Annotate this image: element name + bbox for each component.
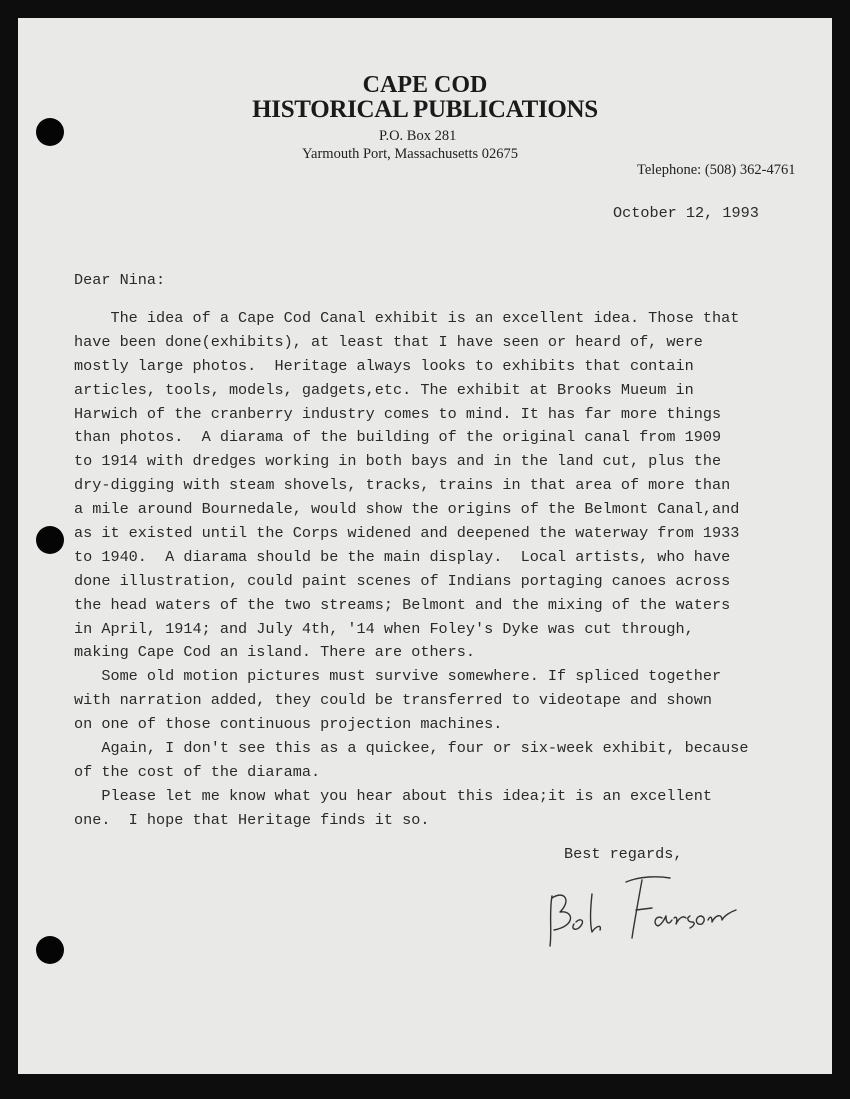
letter-date: October 12, 1993: [613, 204, 759, 222]
letter-body-line: of the cost of the diarama.: [74, 762, 321, 781]
letterhead-org-line1: CAPE COD: [362, 72, 488, 98]
punch-hole-middle: [36, 526, 64, 554]
letter-body-line: articles, tools, models, gadgets,etc. The exhibit at Brooks Mueum in: [74, 380, 694, 399]
letterhead-po-box: P.O. Box 281: [379, 128, 457, 144]
letter-body-line: done illustration, could paint scenes of Indians portaging canoes across: [74, 571, 731, 590]
letter-closing: Best regards,: [564, 845, 683, 863]
letterhead-city: Yarmouth Port, Massachusetts 02675: [302, 146, 519, 162]
letter-body-line: than photos. A diarama of the building of the original canal from 1909: [74, 428, 722, 447]
letter-body-line: The idea of a Cape Cod Canal exhibit is an excellent idea. Those that: [74, 309, 740, 327]
letter-body-line: one. I hope that Heritage finds it so.: [74, 810, 430, 829]
letter-body-line: have been done(exhibits), at least that I have seen or heard of, were: [74, 332, 703, 351]
letter-body-line: dry-digging with steam shovels, tracks, trains in that area of more than: [74, 476, 731, 495]
letter-body: [74, 307, 804, 833]
letter-body-line: to 1914 with dredges working in both bays and in the land cut, plus the: [74, 452, 722, 471]
letter-body-line: as it existed until the Corps widened and deepened the waterway from 1933: [74, 524, 740, 543]
letter-body-line: with narration added, they could be transferred to videotape and shown: [74, 691, 712, 710]
letterhead-org-line2: HISTORICAL PUBLICATIONS: [252, 96, 598, 123]
letter-body-line: making Cape Cod an island. There are others.: [74, 643, 476, 662]
letter-body-line: to 1940. A diarama should be the main display. Local artists, who have: [74, 547, 731, 566]
letter-body-line: Again, I don't see this as a quickee, four or six-week exhibit, because: [74, 739, 749, 758]
letter-salutation: Dear Nina:: [74, 271, 166, 289]
letter-body-line: a mile around Bournedale, would show the origins of the Belmont Canal,and: [74, 500, 740, 519]
letter-body-line: Please let me know what you hear about this idea;it is an excellent: [74, 786, 712, 805]
letter-body-line: Harwich of the cranberry industry comes to mind. It has far more things: [74, 404, 722, 423]
letter-body-line: Some old motion pictures must survive somewhere. If spliced together: [74, 667, 722, 686]
letterhead-telephone: Telephone: (508) 362-4761: [637, 162, 796, 178]
punch-hole-bottom: [36, 936, 64, 964]
letter-body-line: the head waters of the two streams; Belmont and the mixing of the waters: [74, 595, 731, 614]
letter-body-line: in April, 1914; and July 4th, '14 when Foley's Dyke was cut through,: [74, 619, 694, 638]
letter-body-line: mostly large photos. Heritage always looks to exhibits that contain: [74, 356, 694, 375]
letter-body-line: on one of those continuous projection machines.: [74, 715, 503, 734]
handwritten-signature: [540, 872, 740, 962]
